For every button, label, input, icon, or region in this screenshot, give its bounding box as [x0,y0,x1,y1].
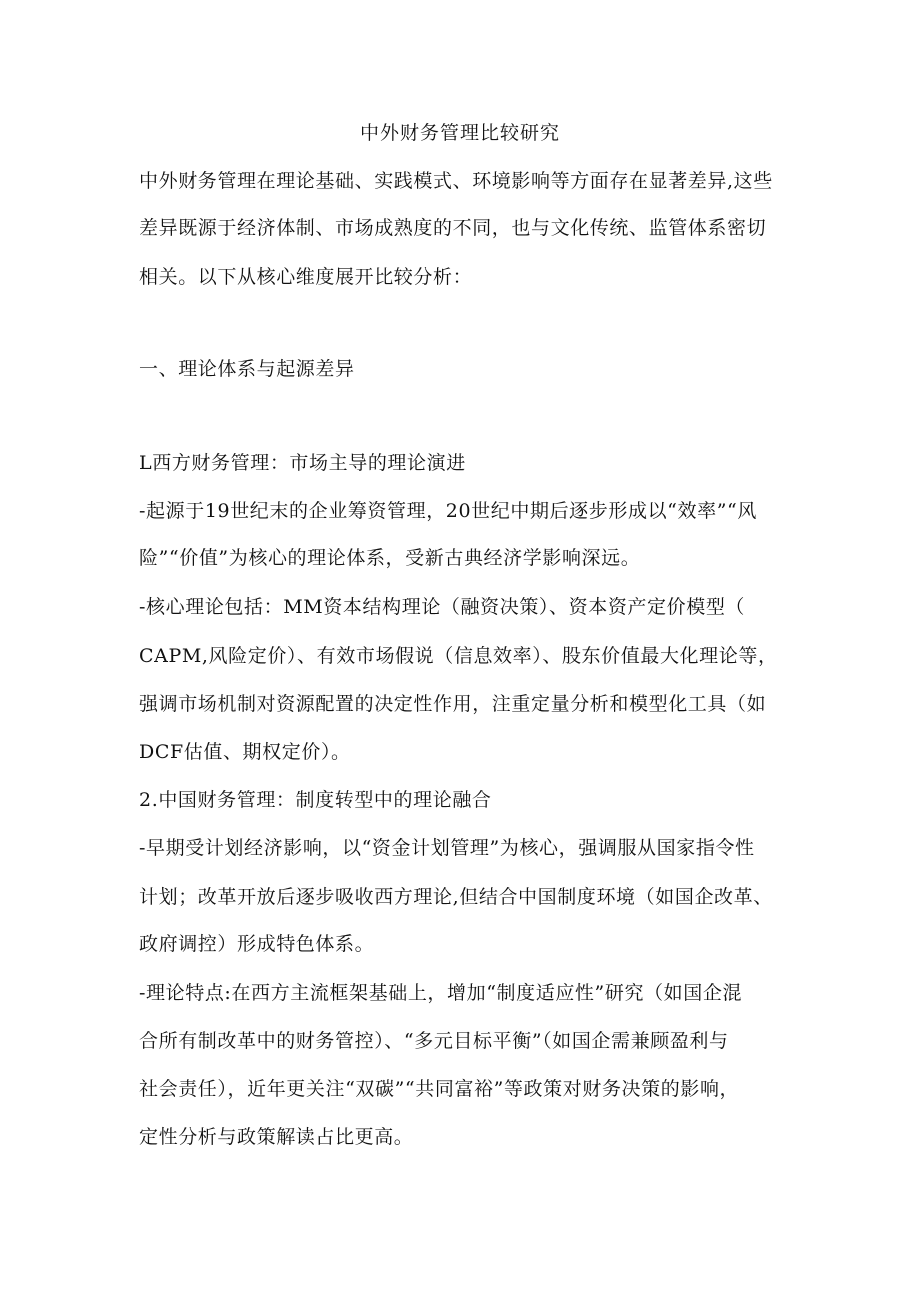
paragraph-line: -起源于19世纪末的企业筹资管理，20世纪中期后逐步形成以“效率”“风 [139,500,757,522]
paragraph-line: DCF估值、期权定价）。 [139,741,351,763]
subheading-china: 2.中国财务管理：制度转型中的理论融合 [139,789,492,811]
paragraph-line: 社会责任），近年更关注“双碳”“共同富裕”等政策对财务决策的影响， [139,1078,740,1100]
paragraph-line: 计划；改革开放后逐步吸收西方理论,但结合中国制度环境（如国企改革、 [139,886,773,908]
paragraph-line: 险”“价值”为核心的理论体系，受新古典经济学影响深远。 [139,547,641,569]
paragraph-line: -核心理论包括：MM资本结构理论（融资决策）、资本资产定价模型（ [139,596,746,618]
paragraph-line: 合所有制改革中的财务管控）、“多元目标平衡”（如国企需兼顾盈利与 [139,1030,729,1052]
subheading-western: L西方财务管理：市场主导的理论演进 [139,452,466,474]
intro-line-1: 中外财务管理在理论基础、实践模式、环境影响等方面存在显著差异,这些 [139,170,773,192]
paragraph-line: -早期受计划经济影响，以“资金计划管理”为核心，强调服从国家指令性 [139,837,755,859]
intro-line-2: 差异既源于经济体制、市场成熟度的不同，也与文化传统、监管体系密切 [139,217,767,239]
paragraph-line: CAPM,风险定价）、有效市场假说（信息效率）、股东价值最大化理论等， [139,645,778,667]
paragraph-line: -理论特点:在西方主流框架基础上，增加“制度适应性”研究（如国企混 [139,982,743,1004]
paragraph-line: 强调市场机制对资源配置的决定性作用，注重定量分析和模型化工具（如 [139,693,767,715]
paragraph-line: 定性分析与政策解读占比更高。 [139,1126,414,1148]
intro-line-3: 相关。以下从核心维度展开比较分析： [139,266,473,288]
section-heading-1: 一、理论体系与起源差异 [139,358,355,380]
paragraph-line: 政府调控）形成特色体系。 [139,933,375,955]
document-title: 中外财务管理比较研究 [359,122,560,144]
